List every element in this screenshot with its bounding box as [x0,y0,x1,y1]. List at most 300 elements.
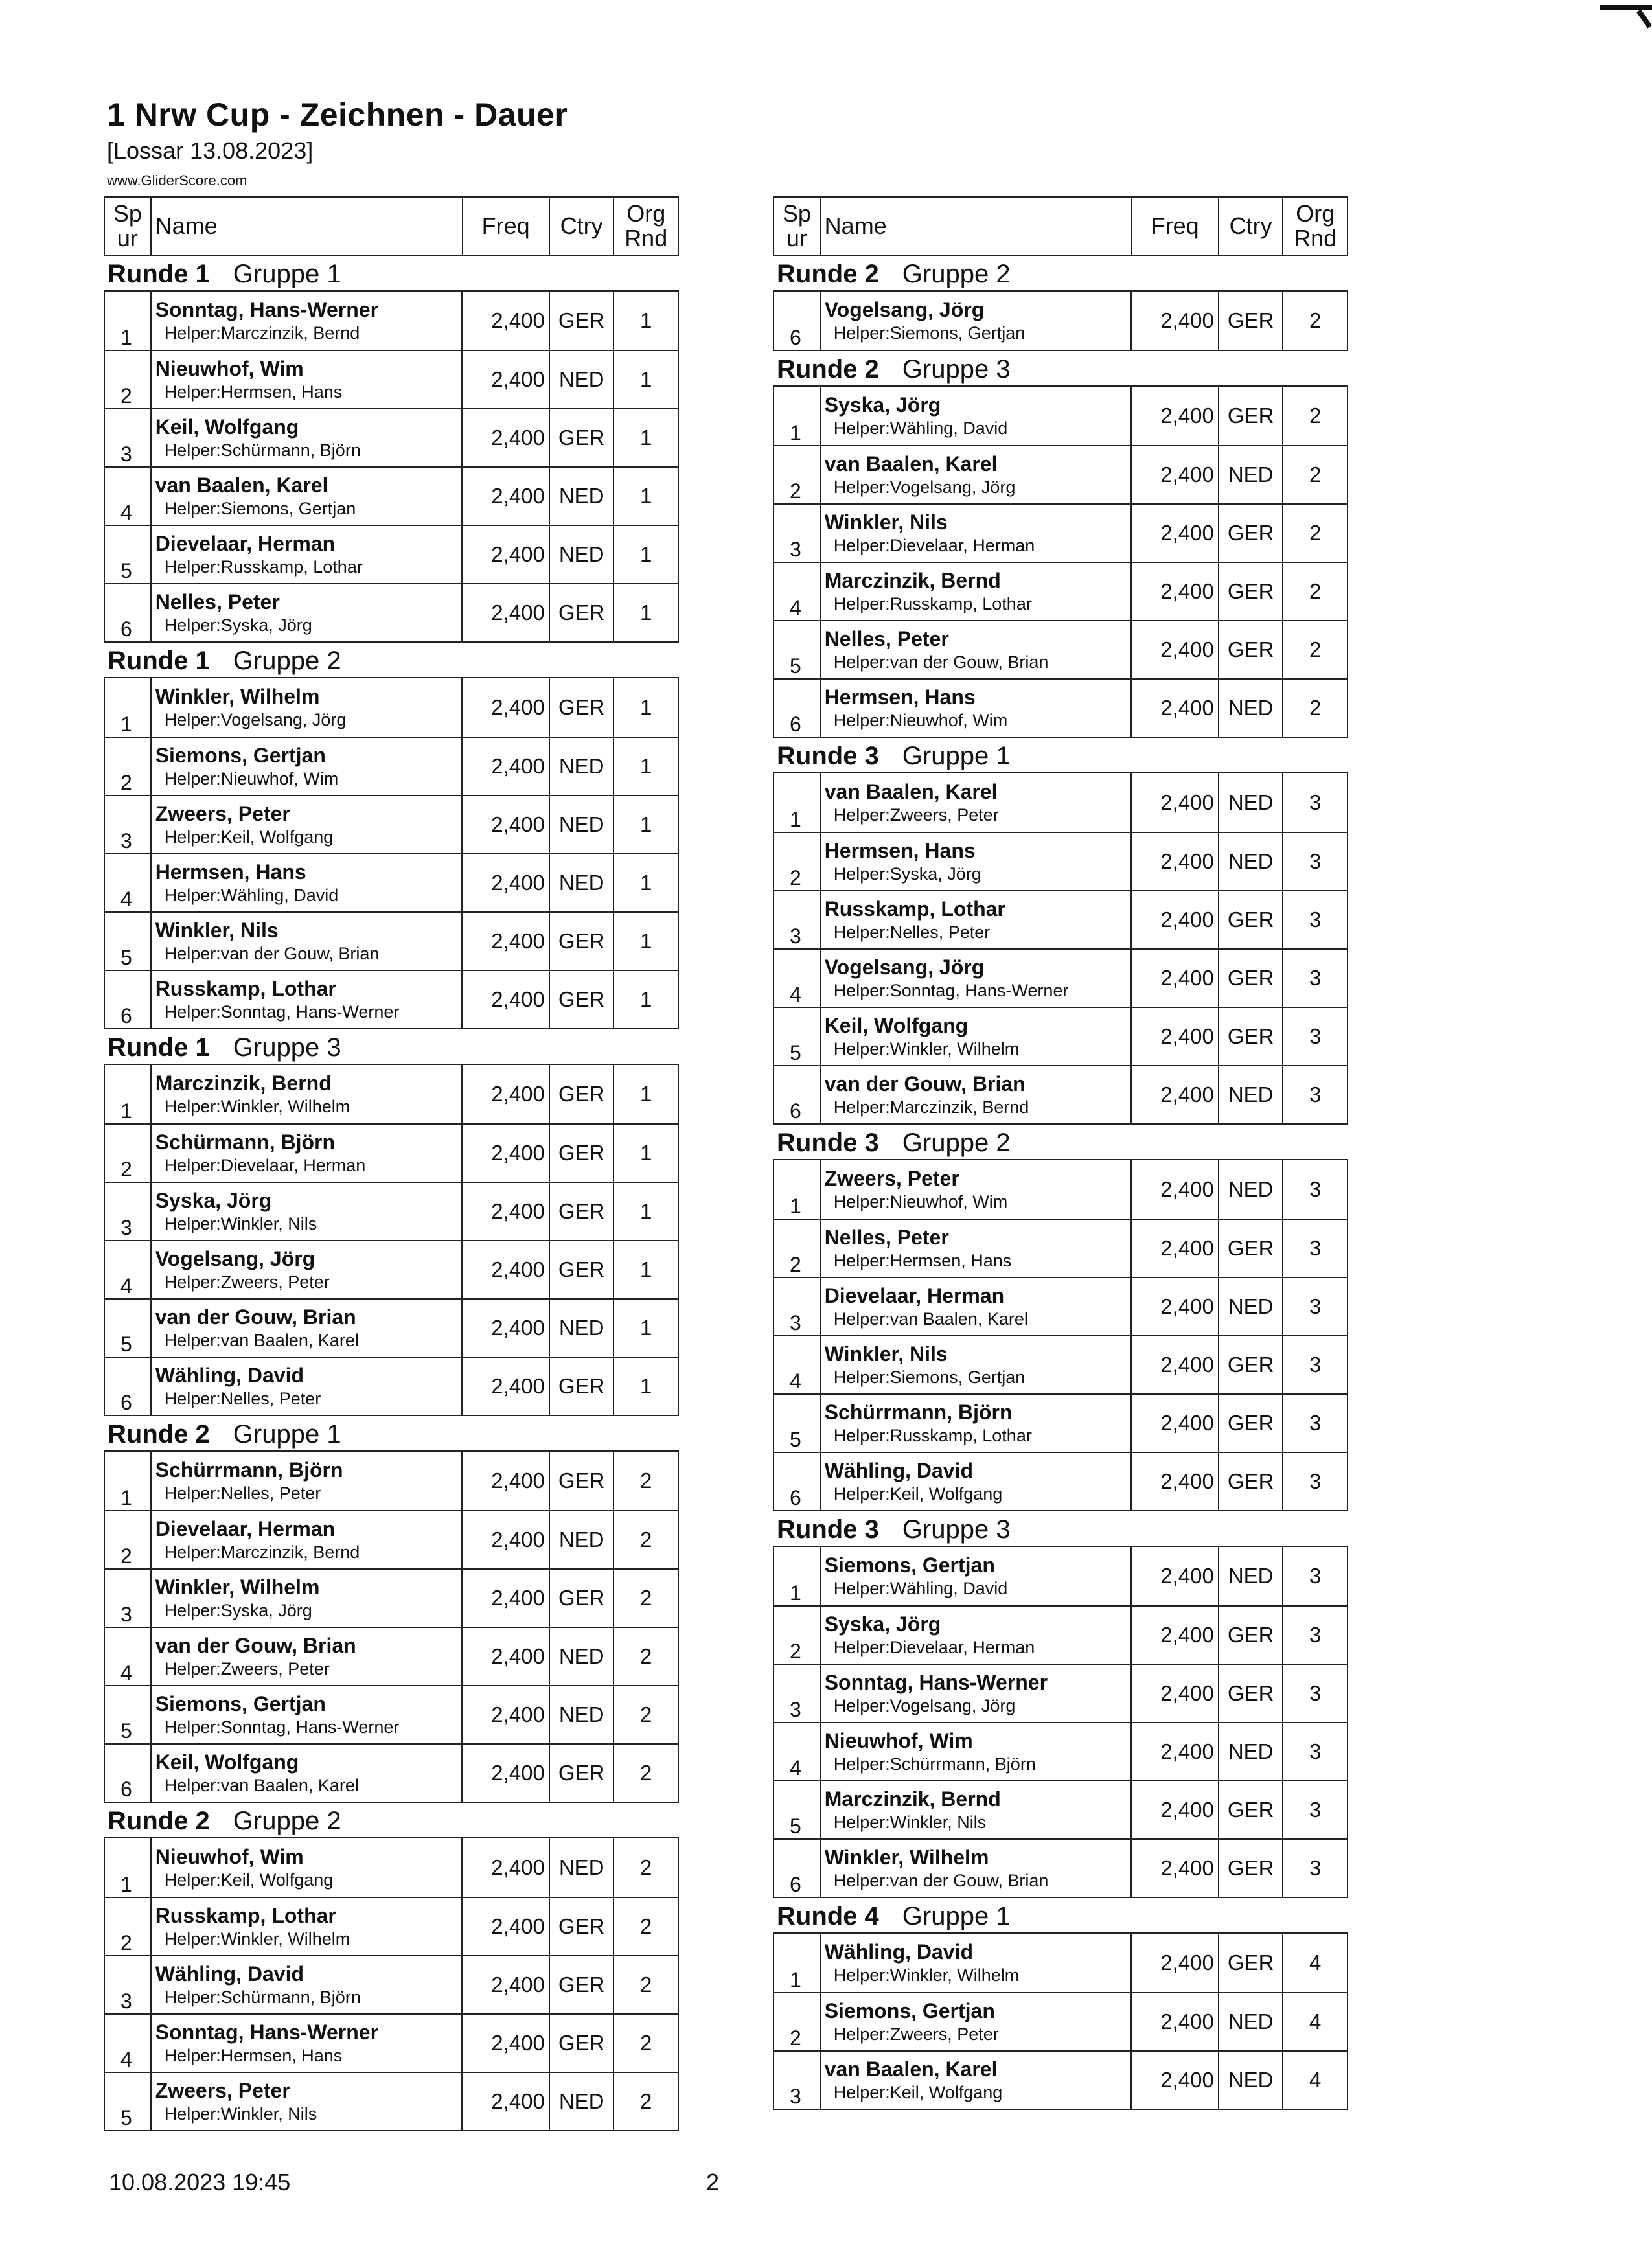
ctry-cell: GER [550,584,615,641]
group-table [773,290,1348,351]
freq-cell: 2,400 [463,1628,549,1685]
freq-cell: 2,400 [1132,446,1219,503]
ctry-cell: GER [1219,1665,1284,1722]
name-cell [821,292,1132,350]
name-cell [152,854,463,911]
left-column [104,196,679,2131]
ctry-cell: NED [1219,1160,1284,1219]
freq-cell: 2,400 [463,2015,549,2072]
pilot-name: Schürmann, Björn [155,1130,336,1154]
freq-cell: 2,400 [1132,292,1219,350]
name-cell [821,891,1132,948]
pilot-name: Wähling, David [155,1364,304,1387]
spur-cell: 1 [774,1934,821,1992]
group-title [773,1511,1348,1546]
org-rnd-cell: 3 [1309,1177,1322,1201]
name-cell [821,1840,1132,1897]
ctry-cell: GER [1219,621,1284,678]
group-label: Gruppe 1 [902,742,1011,770]
org-rnd-cell: 3 [1309,849,1322,873]
pilot-name: van Baalen, Karel [155,474,328,497]
spur-cell: 4 [105,1241,152,1298]
ctry-cell: NED [550,738,615,795]
ctry-cell: NED [550,468,615,525]
table-row [774,1664,1347,1722]
spur-cell: 3 [105,409,152,466]
pilot-name: Marczinzik, Bernd [155,1071,332,1095]
helper-name: Helper:Keil, Wolfgang [164,1870,334,1890]
round-label: Runde 1 [108,260,210,288]
org-rnd-cell: 3 [1309,1564,1322,1588]
group-title [773,1898,1348,1932]
pilot-name: Syska, Jörg [824,393,941,417]
ctry-cell: NED [1219,1993,1284,2050]
helper-name: Helper:Wähling, David [164,886,339,905]
group-table [104,1450,679,1803]
spur-cell: 4 [774,950,821,1007]
table-row [774,1605,1347,1664]
name-cell [821,950,1132,1007]
table-row [774,773,1347,832]
name-cell [152,1511,463,1568]
ctry-cell: GER [550,1956,615,2013]
freq-cell: 2,400 [1132,1336,1219,1393]
ctry-cell: NED [550,2073,615,2130]
name-cell [821,505,1132,562]
freq-cell: 2,400 [1132,1781,1219,1838]
org-rnd-cell: 3 [1309,1024,1322,1048]
table-row [774,1452,1347,1510]
freq-cell: 2,400 [463,468,549,525]
helper-name: Helper:Keil, Wolfgang [164,827,334,847]
name-cell [821,1336,1132,1393]
org-rnd-cell: 4 [1309,1951,1322,1975]
spur-cell: 2 [105,738,152,795]
name-cell [152,526,463,583]
helper-name: Helper:Schürmann, Björn [164,441,361,460]
spur-cell: 5 [774,1781,821,1838]
freq-cell: 2,400 [1132,1160,1219,1219]
freq-cell: 2,400 [1132,1840,1219,1897]
pilot-name: Schürrmann, Björn [824,1401,1013,1424]
freq-cell: 2,400 [463,1686,549,1743]
freq-cell: 2,400 [463,971,549,1028]
name-cell [152,913,463,970]
org-rnd-cell: 1 [640,1082,652,1106]
org-rnd-cell: 1 [640,929,652,953]
freq-cell: 2,400 [1132,1934,1219,1992]
ctry-cell: GER [550,2015,615,2072]
pilot-name: Dievelaar, Herman [155,1517,336,1541]
spur-cell: 4 [774,1723,821,1780]
freq-cell: 2,400 [1132,1607,1219,1664]
freq-cell: 2,400 [1132,1220,1219,1277]
freq-cell: 2,400 [463,584,549,641]
table-row [774,1219,1347,1277]
page-title: 1 Nrw Cup - Zeichnen - Dauer [107,97,568,133]
ctry-cell: GER [1219,1607,1284,1664]
org-rnd-cell: 3 [1309,908,1322,932]
helper-name: Helper:Marczinzik, Bernd [164,323,360,343]
spur-cell: 5 [105,526,152,583]
helper-name: Helper:Nelles, Peter [164,1389,321,1408]
spur-cell: 1 [105,1065,152,1123]
spur-cell: 3 [105,1956,152,2013]
ctry-cell: GER [550,409,615,466]
org-rnd-cell: 1 [640,308,652,332]
ctry-cell: NED [550,796,615,853]
table-row [774,1838,1347,1897]
spur-cell: 6 [105,1745,152,1802]
spur-cell: 3 [774,1665,821,1722]
spur-cell: 2 [105,1511,152,1568]
org-rnd-cell: 2 [640,1528,652,1552]
org-rnd-cell: 2 [640,1644,652,1668]
name-cell [821,1781,1132,1838]
right-column [773,196,1348,2110]
header-ctry: Ctry [550,198,615,255]
ctry-cell: NED [1219,773,1284,832]
name-cell [821,563,1132,620]
spur-cell: 1 [774,773,821,832]
table-row [774,1992,1347,2050]
table-row [774,890,1347,948]
header-name: Name [821,198,1132,255]
org-rnd-cell: 2 [1309,637,1322,661]
table-header [773,196,1348,256]
table-row [774,1277,1347,1335]
name-cell [152,584,463,641]
group-label: Gruppe 1 [233,260,341,288]
group-label: Gruppe 1 [902,1902,1011,1930]
name-cell [152,1898,463,1955]
group-label: Gruppe 3 [902,355,1011,384]
group-label: Gruppe 2 [233,1807,341,1835]
pilot-name: Nieuwhof, Wim [155,357,304,380]
name-cell [152,1956,463,2013]
table-row [105,466,678,525]
org-rnd-cell: 2 [1309,696,1322,720]
ctry-cell: NED [550,1300,615,1357]
pilot-name: Russkamp, Lothar [155,977,336,1000]
right-groups [773,256,1348,2110]
group-table [773,772,1348,1125]
org-rnd-cell: 1 [640,601,652,624]
helper-name: Helper:Schürmann, Björn [164,1987,361,2007]
group-table [773,1546,1348,1898]
group-title [104,1029,679,1064]
helper-name: Helper:Marczinzik, Bernd [164,1542,360,1562]
ctry-cell: NED [1219,446,1284,503]
freq-cell: 2,400 [1132,680,1219,737]
group-label: Gruppe 2 [902,1128,1011,1157]
group-title [773,256,1348,290]
round-label: Runde 2 [777,260,879,288]
helper-name: Helper:Nieuwhof, Wim [164,769,339,788]
freq-cell: 2,400 [1132,387,1219,445]
helper-name: Helper:Wähling, David [833,418,1008,438]
helper-name: Helper:Winkler, Wilhelm [164,1097,350,1116]
table-row [105,853,678,911]
org-rnd-cell: 3 [1309,1739,1322,1763]
group-title [773,351,1348,385]
ctry-cell: GER [1219,1934,1284,1992]
table-row [105,1510,678,1568]
group-table [773,1932,1348,2110]
table-row [105,1452,678,1510]
helper-name: Helper:Nelles, Peter [833,922,991,942]
name-cell [152,738,463,795]
helper-name: Helper:Russkamp, Lothar [833,594,1032,613]
org-rnd-cell: 2 [640,1914,652,1938]
pilot-name: Keil, Wolfgang [824,1014,969,1037]
header-org-rnd: Org Rnd [625,200,668,251]
org-rnd-cell: 2 [640,1702,652,1726]
table-row [105,1182,678,1240]
ctry-cell: GER [550,292,615,350]
ctry-cell: NED [1219,833,1284,890]
org-rnd-cell: 4 [1309,2010,1322,2033]
table-row [105,1568,678,1627]
freq-cell: 2,400 [463,678,549,737]
helper-name: Helper:Vogelsang, Jörg [164,710,347,729]
pilot-name: Hermsen, Hans [155,860,306,884]
freq-cell: 2,400 [463,1241,549,1298]
spur-cell: 4 [105,1628,152,1685]
header-spur: Sp ur [105,198,152,255]
spur-cell: 4 [774,1336,821,1393]
name-cell [821,1993,1132,2050]
round-label: Runde 2 [108,1807,210,1835]
table-row [774,678,1347,737]
name-cell [152,971,463,1028]
name-cell [152,292,463,350]
freq-cell: 2,400 [1132,2052,1219,2109]
org-rnd-cell: 2 [1309,579,1322,603]
freq-cell: 2,400 [463,1570,549,1627]
table-row [774,387,1347,445]
pilot-name: Siemons, Gertjan [824,1999,995,2022]
helper-name: Helper:Zweers, Peter [164,1272,330,1292]
freq-cell: 2,400 [463,1956,549,2013]
org-rnd-cell: 1 [640,1141,652,1165]
pilot-name: Zweers, Peter [155,2079,290,2102]
table-row [105,350,678,408]
org-rnd-cell: 2 [1309,404,1322,428]
group-label: Gruppe 2 [233,647,341,675]
spur-cell: 5 [105,1300,152,1357]
helper-name: Helper:Nieuwhof, Wim [833,1192,1008,1211]
helper-name: Helper:Vogelsang, Jörg [833,1696,1016,1715]
pilot-name: Russkamp, Lothar [824,897,1005,921]
name-cell [152,1125,463,1182]
freq-cell: 2,400 [1132,621,1219,678]
spur-cell: 6 [774,1840,821,1897]
pilot-name: Wähling, David [155,1962,304,1986]
spur-cell: 4 [105,468,152,525]
freq-cell: 2,400 [463,1125,549,1182]
ctry-cell: GER [1219,1395,1284,1452]
group-title [104,1803,679,1837]
org-rnd-cell: 3 [1309,790,1322,814]
group-label: Gruppe 3 [902,1515,1011,1544]
name-cell [821,833,1132,890]
freq-cell: 2,400 [1132,1665,1219,1722]
name-cell [152,1838,463,1897]
spur-cell: 1 [105,292,152,350]
ctry-cell: GER [1219,891,1284,948]
pilot-name: Winkler, Nils [824,1342,948,1366]
org-rnd-cell: 2 [1309,463,1322,487]
table-row [774,1722,1347,1780]
ctry-cell: GER [1219,505,1284,562]
freq-cell: 2,400 [1132,505,1219,562]
pilot-name: Nieuwhof, Wim [155,1845,304,1868]
table-row [105,1240,678,1298]
table-row [105,1743,678,1802]
pilot-name: Russkamp, Lothar [155,1904,336,1927]
table-row [105,292,678,350]
org-rnd-cell: 3 [1309,1856,1322,1880]
pilot-name: Syska, Jörg [155,1189,272,1212]
org-rnd-cell: 3 [1309,1236,1322,1260]
ctry-cell: GER [550,1241,615,1298]
pilot-name: Winkler, Nils [824,510,948,534]
spur-cell: 1 [105,678,152,737]
org-rnd-cell: 2 [640,1761,652,1785]
spur-cell: 2 [774,1993,821,2050]
group-title [104,643,679,677]
freq-cell: 2,400 [1132,1278,1219,1335]
pilot-name: Siemons, Gertjan [155,744,326,767]
pilot-name: Winkler, Wilhelm [155,685,320,708]
helper-name: Helper:van Baalen, Karel [833,1309,1028,1329]
ctry-cell: NED [550,1628,615,1685]
group-table [104,1064,679,1416]
freq-cell: 2,400 [463,292,549,350]
ctry-cell: GER [550,913,615,970]
name-cell [152,1570,463,1627]
ctry-cell: GER [550,678,615,737]
pilot-name: Schürrmann, Björn [155,1458,343,1482]
org-rnd-cell: 2 [640,1855,652,1879]
spur-cell: 2 [105,1898,152,1955]
freq-cell: 2,400 [1132,1993,1219,2050]
helper-name: Helper:van der Gouw, Brian [833,1871,1049,1890]
helper-name: Helper:Syska, Jörg [833,864,981,884]
ctry-cell: NED [550,854,615,911]
ctry-cell: GER [550,1452,615,1510]
name-cell [152,351,463,408]
helper-name: Helper:Nelles, Peter [164,1483,321,1503]
ctry-cell: GER [1219,1840,1284,1897]
helper-name: Helper:Winkler, Nils [164,2104,317,2124]
org-rnd-cell: 3 [1309,1798,1322,1822]
table-row [774,1065,1347,1123]
org-rnd-cell: 1 [640,1316,652,1340]
table-row [105,1685,678,1743]
pilot-name: Nieuwhof, Wim [824,1729,973,1752]
helper-name: Helper:Wähling, David [833,1579,1008,1598]
helper-name: Helper:Keil, Wolfgang [833,1484,1003,1504]
table-row [105,1955,678,2013]
spur-cell: 1 [105,1452,152,1510]
freq-cell: 2,400 [463,351,549,408]
ctry-cell: GER [1219,1008,1284,1065]
round-label: Runde 3 [777,1515,879,1544]
name-cell [152,796,463,853]
ctry-cell: NED [1219,680,1284,737]
pilot-name: Sonntag, Hans-Werner [155,298,379,321]
freq-cell: 2,400 [463,1745,549,1802]
header-org-rnd: Org Rnd [1294,200,1337,251]
name-cell [152,1183,463,1240]
org-rnd-cell: 4 [1309,2068,1322,2092]
header-spur: Sp ur [774,198,821,255]
spur-cell: 3 [105,1183,152,1240]
pilot-name: Hermsen, Hans [824,685,976,709]
name-cell [152,1241,463,1298]
spur-cell: 2 [105,1125,152,1182]
name-cell [821,1453,1132,1510]
group-title [773,738,1348,772]
pilot-name: Nelles, Peter [824,627,949,650]
pilot-name: Winkler, Wilhelm [155,1575,320,1599]
helper-name: Helper:Siemons, Gertjan [164,499,356,518]
name-cell [152,1452,463,1510]
org-rnd-cell: 3 [1309,1681,1322,1705]
name-cell [152,1628,463,1685]
org-rnd-cell: 1 [640,1257,652,1281]
helper-name: Helper:Marczinzik, Bernd [833,1097,1029,1117]
table-row [105,408,678,466]
freq-cell: 2,400 [463,854,549,911]
freq-cell: 2,400 [1132,1008,1219,1065]
name-cell [821,1395,1132,1452]
website-label: www.GliderScore.com [107,172,247,189]
name-cell [152,1358,463,1415]
name-cell [152,678,463,737]
helper-name: Helper:van Baalen, Karel [164,1331,359,1350]
name-cell [821,773,1132,832]
pilot-name: van Baalen, Karel [824,452,998,475]
pilot-name: Winkler, Nils [155,919,279,942]
helper-name: Helper:Zweers, Peter [833,2024,999,2044]
table-row [105,737,678,795]
pilot-name: van Baalen, Karel [824,780,998,803]
helper-name: Helper:Hermsen, Hans [164,2046,343,2065]
spur-cell: 4 [105,854,152,911]
spur-cell: 2 [774,833,821,890]
spur-cell: 5 [105,2073,152,2130]
name-cell [821,1220,1132,1277]
name-cell [821,621,1132,678]
spur-cell: 2 [105,351,152,408]
ctry-cell: NED [1219,1723,1284,1780]
name-cell [821,1066,1132,1123]
ctry-cell: GER [550,1570,615,1627]
freq-cell: 2,400 [463,2073,549,2130]
header-name: Name [152,198,463,255]
org-rnd-cell: 1 [640,754,652,778]
name-cell [821,1278,1132,1335]
helper-name: Helper:Winkler, Wilhelm [164,1929,350,1949]
org-rnd-cell: 1 [640,812,652,836]
pilot-name: van der Gouw, Brian [155,1305,356,1329]
ctry-cell: NED [550,1838,615,1897]
pilot-name: Hermsen, Hans [824,839,976,862]
table-row [105,678,678,737]
